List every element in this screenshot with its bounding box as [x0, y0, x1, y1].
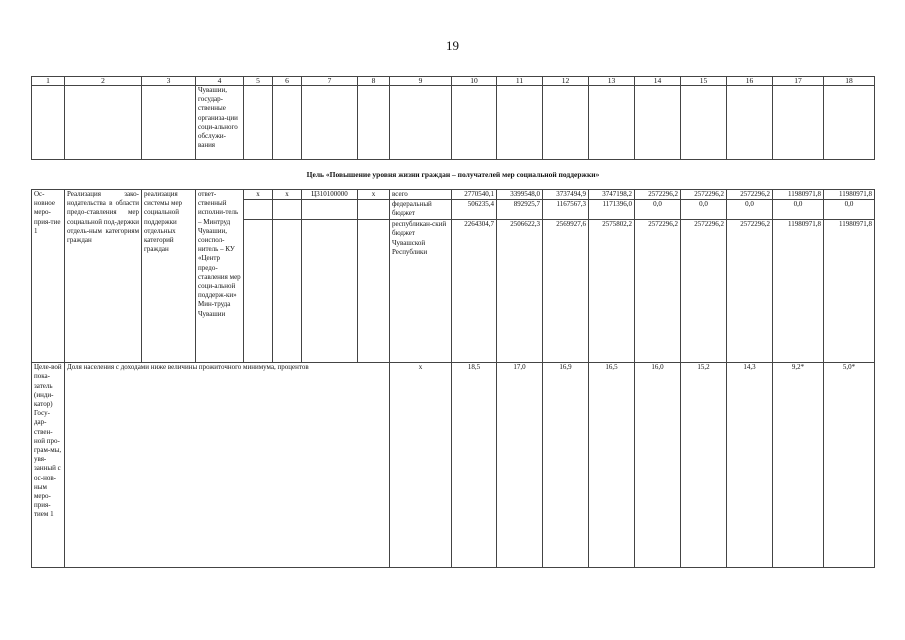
indicator-value: 17,0 [497, 363, 543, 568]
cell-c8: x [358, 190, 390, 200]
col-header: 14 [635, 77, 681, 86]
col-header: 6 [273, 77, 302, 86]
col-header: 12 [543, 77, 589, 86]
col-header: 9 [390, 77, 452, 86]
program-table [31, 76, 875, 568]
col-header: 11 [497, 77, 543, 86]
main-event-executor: ответ-ственный исполни-тель – Минтруд Чувашии, соиспол-нитель – КУ «Центр предо-ставления мер соци-альной поддерж-ки» Мин-труда Чувашии [196, 190, 244, 363]
col-header: 8 [358, 77, 390, 86]
col-header: 16 [727, 77, 773, 86]
value-cell: 11980971,8 [824, 220, 875, 363]
value-cell: 2572296,2 [727, 220, 773, 363]
indicator-value: 18,5 [452, 363, 497, 568]
value-cell: 0,0 [824, 200, 875, 220]
cell-c5: x [244, 190, 273, 200]
continuation-cell: Чувашии, государ-ственные организа-ции соци-ального обслужи-вания [196, 86, 244, 160]
col-header: 1 [32, 77, 65, 86]
value-cell: 11980971,8 [773, 220, 824, 363]
indicator-text: Доля населения с доходами ниже величины прожиточного минимума, процентов [65, 363, 390, 568]
cell-c6: x [273, 190, 302, 200]
value-cell: 2264304,7 [452, 220, 497, 363]
cell-code: Ц310100000 [302, 190, 358, 200]
value-cell: 11980971,8 [824, 190, 875, 200]
indicator-label: Целе-вой пока-затель (инди-катор) Госу-дар-ствен-ной про-грам-мы, увя-занный с ос-нов-ным меро-прия-тием 1 [32, 363, 65, 568]
main-event-name: Реализация зако-нодательства в области предо-ставления мер социальной под-держки отдель-ным категориям граждан [65, 190, 142, 363]
value-cell: 506235,4 [452, 200, 497, 220]
value-cell: 892925,7 [497, 200, 543, 220]
indicator-value: 9,2* [773, 363, 824, 568]
value-cell: 2572296,2 [635, 190, 681, 200]
indicator-value: 16,9 [543, 363, 589, 568]
col-header: 3 [142, 77, 196, 86]
indicator-value: 14,3 [727, 363, 773, 568]
value-cell: 2572296,2 [681, 190, 727, 200]
col-header: 13 [589, 77, 635, 86]
col-header: 17 [773, 77, 824, 86]
value-cell: 3399548,0 [497, 190, 543, 200]
value-cell: 3747198,2 [589, 190, 635, 200]
col-header: 15 [681, 77, 727, 86]
value-cell: 2575802,2 [589, 220, 635, 363]
source-label: федеральный бюджет [390, 200, 452, 220]
source-label: всего [390, 190, 452, 200]
value-cell: 2572296,2 [635, 220, 681, 363]
value-cell: 3737494,9 [543, 190, 589, 200]
value-cell: 2506622,3 [497, 220, 543, 363]
goal-row [32, 160, 875, 190]
col-header: 18 [824, 77, 875, 86]
col-header: 4 [196, 77, 244, 86]
value-cell: 1171396,0 [589, 200, 635, 220]
header-row [32, 77, 875, 86]
main-event-label: Ос-новное меро-прия-тие 1 [32, 190, 65, 363]
indicator-row [32, 363, 875, 568]
continuation-row [32, 86, 875, 160]
main-event-task: реализация системы мер социальной поддержки отдельных категорий граждан [142, 190, 196, 363]
value-cell: 0,0 [635, 200, 681, 220]
col-header: 10 [452, 77, 497, 86]
value-cell: 0,0 [681, 200, 727, 220]
value-cell: 2569927,6 [543, 220, 589, 363]
value-cell: 2770540,1 [452, 190, 497, 200]
page-number: 19 [446, 38, 459, 53]
indicator-value: 5,0* [824, 363, 875, 568]
source-label: республикан-ский бюджет Чувашской Республики [390, 220, 452, 363]
col-header: 2 [65, 77, 142, 86]
indicator-x: x [390, 363, 452, 568]
value-cell: 1167567,3 [543, 200, 589, 220]
value-cell: 2572296,2 [681, 220, 727, 363]
indicator-value: 16,5 [589, 363, 635, 568]
value-cell: 0,0 [727, 200, 773, 220]
indicator-value: 16,0 [635, 363, 681, 568]
indicator-value: 15,2 [681, 363, 727, 568]
value-cell: 2572296,2 [727, 190, 773, 200]
col-header: 7 [302, 77, 358, 86]
value-cell: 11980971,8 [773, 190, 824, 200]
goal-title: Цель «Повышение уровня жизни граждан – получателей мер социальной поддержки» [32, 160, 875, 190]
col-header: 5 [244, 77, 273, 86]
value-cell: 0,0 [773, 200, 824, 220]
main-event-row-total [32, 190, 875, 200]
